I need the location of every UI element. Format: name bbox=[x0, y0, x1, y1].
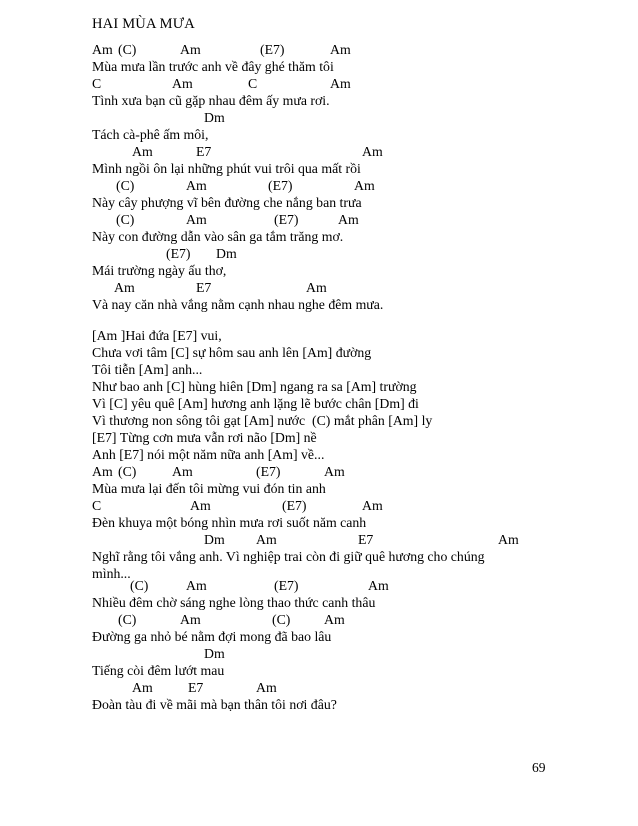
chord: Am bbox=[330, 42, 351, 57]
lyric-line: Tôi tiễn [Am] anh... bbox=[92, 362, 203, 377]
chord: (E7) bbox=[268, 178, 293, 193]
chord: Am bbox=[186, 178, 207, 193]
chord: Am bbox=[498, 532, 519, 547]
chord: Am bbox=[354, 178, 375, 193]
chord: E7 bbox=[358, 532, 374, 547]
lyric-line: Vì thương non sông tôi gạt [Am] nước (C) mắt phân [Am] ly bbox=[92, 413, 433, 428]
chord: C bbox=[248, 76, 258, 91]
chord: (C) bbox=[118, 464, 137, 479]
chord: Am bbox=[92, 42, 113, 57]
lyric-line: Đường ga nhỏ bé nằm đợi mong đã bao lâu bbox=[92, 629, 332, 644]
page-number: 69 bbox=[532, 760, 546, 775]
chord: Am bbox=[324, 464, 345, 479]
lyric-line: Này con đường dẫn vào sân ga tắm trăng mơ. bbox=[92, 229, 344, 244]
chord: Am bbox=[186, 212, 207, 227]
chord: Am bbox=[180, 42, 201, 57]
chord: Am bbox=[172, 76, 193, 91]
chord: Am bbox=[362, 144, 383, 159]
lyric-line: Đoàn tàu đi về mãi mà bạn thân tôi nơi đâu? bbox=[92, 697, 337, 712]
lyric-line: Nghĩ rằng tôi vắng anh. Vì nghiệp trai còn đi giữ quê hương cho chúng bbox=[92, 549, 485, 564]
lyric-line: Như bao anh [C] hùng hiên [Dm] ngang ra sa [Am] trường bbox=[92, 379, 417, 394]
chord: Am bbox=[368, 578, 389, 593]
chord: Am bbox=[92, 464, 113, 479]
lyric-line: Nhiều đêm chờ sáng nghe lòng thao thức canh thâu bbox=[92, 595, 376, 610]
lyric-line: Mùa mưa lại đến tôi mừng vui đón tin anh bbox=[92, 481, 326, 496]
song-title: HAI MÙA MƯA bbox=[92, 16, 195, 32]
chord: E7 bbox=[196, 280, 212, 295]
chord: Am bbox=[190, 498, 211, 513]
chord: Dm bbox=[204, 646, 225, 661]
lyric-line: Và nay căn nhà vắng nằm cạnh nhau nghe đêm mưa. bbox=[92, 297, 384, 312]
lyric-line: Mình ngồi ôn lại những phút vui trôi qua mất rồi bbox=[92, 161, 361, 176]
chord: Am bbox=[132, 680, 153, 695]
chord: (C) bbox=[272, 612, 291, 627]
lyric-line: mình... bbox=[92, 566, 131, 581]
lyric-line: Tình xưa bạn cũ gặp nhau đêm ấy mưa rơi. bbox=[92, 93, 330, 108]
chord: C bbox=[92, 76, 102, 91]
chord: E7 bbox=[196, 144, 212, 159]
chord: E7 bbox=[188, 680, 204, 695]
lyric-line: Tách cà-phê ấm môi, bbox=[92, 127, 209, 142]
lyric-line: Chưa vơi tâm [C] sự hôm sau anh lên [Am] đường bbox=[92, 345, 372, 360]
chord: (E7) bbox=[256, 464, 281, 479]
chord: (E7) bbox=[282, 498, 307, 513]
chord: (E7) bbox=[274, 212, 299, 227]
chord: (E7) bbox=[274, 578, 299, 593]
lyric-line: Vì [C] yêu quê [Am] hương anh lặng lẽ bước chân [Dm] đi bbox=[92, 396, 419, 411]
chord: Am bbox=[256, 532, 277, 547]
chord: (C) bbox=[118, 42, 137, 57]
lyric-line: Đèn khuya một bóng nhìn mưa rơi suốt năm canh bbox=[92, 515, 367, 530]
chord: Am bbox=[362, 498, 383, 513]
chord: Am bbox=[306, 280, 327, 295]
chord: (C) bbox=[118, 612, 137, 627]
chord: (C) bbox=[116, 212, 135, 227]
chord: Am bbox=[132, 144, 153, 159]
chord: Am bbox=[180, 612, 201, 627]
lyric-line: Anh [E7] nói một năm nữa anh [Am] về... bbox=[92, 447, 325, 462]
chord: Dm bbox=[204, 532, 225, 547]
chord: Am bbox=[186, 578, 207, 593]
chord: (C) bbox=[130, 578, 149, 593]
chord: Dm bbox=[216, 246, 237, 261]
chord: Am bbox=[256, 680, 277, 695]
chord: Am bbox=[172, 464, 193, 479]
lyric-line: Mái trường ngày ấu thơ, bbox=[92, 263, 227, 278]
chord: Am bbox=[114, 280, 135, 295]
lyric-line: Mùa mưa lần trước anh về đây ghé thăm tôi bbox=[92, 59, 334, 74]
lyric-line: Này cây phượng vĩ bên đường che nắng ban trưa bbox=[92, 195, 362, 210]
chord: Am bbox=[330, 76, 351, 91]
chord: (E7) bbox=[166, 246, 191, 261]
lyric-line: [Am ]Hai đứa [E7] vui, bbox=[92, 328, 222, 343]
lyric-line: [E7] Từng cơn mưa vẫn rơi não [Dm] nề bbox=[92, 430, 317, 445]
lyric-line: Tiếng còi đêm lướt mau bbox=[92, 663, 225, 678]
chord: Am bbox=[338, 212, 359, 227]
chord: Dm bbox=[204, 110, 225, 125]
chord: (E7) bbox=[260, 42, 285, 57]
chord: Am bbox=[324, 612, 345, 627]
chord: C bbox=[92, 498, 102, 513]
chord: (C) bbox=[116, 178, 135, 193]
